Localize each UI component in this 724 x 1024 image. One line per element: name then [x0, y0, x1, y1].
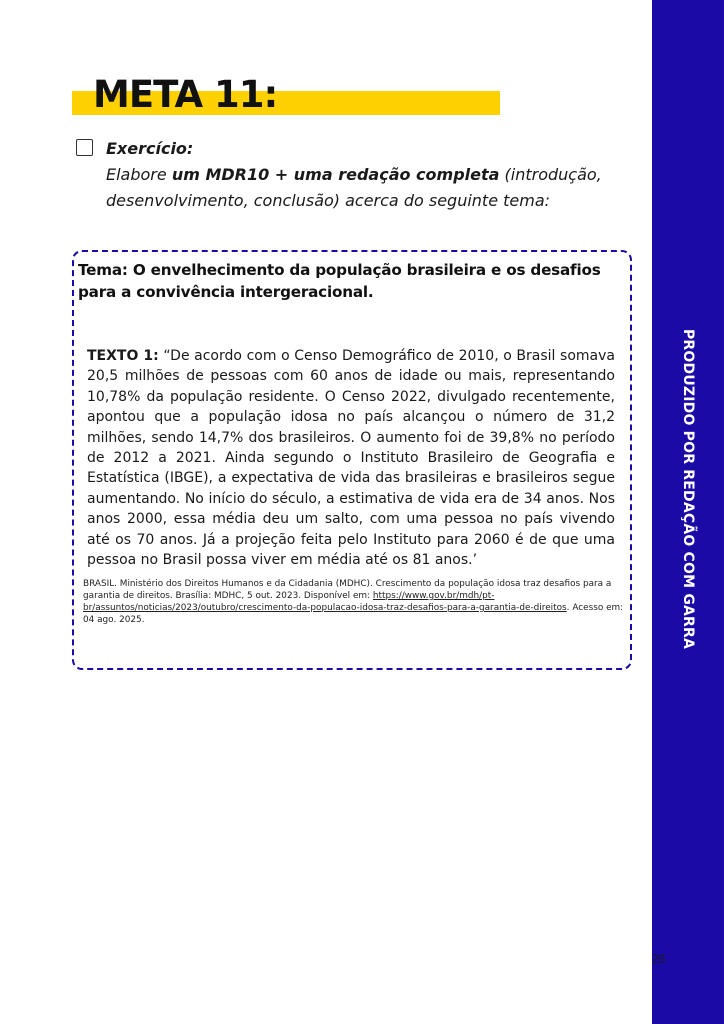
- exercise-label: Exercício:: [106, 139, 194, 158]
- text1-body: “De acordo com o Censo Demográfico de 2010, o Brasil somava 20,5 milhões de pessoas com 60 anos de idade ou mais, representando 10,78% da população residente. O Censo 2022, divulgado recentemente, apontou que a população idosa no país alcançou o número de 31,2 milhões, sendo 14,7% dos brasileiros. O aumento foi de 39,8% no período de 2012 a 2021. Ainda segundo o Instituto Brasileiro de Geografia e Estatística (IBGE), a expectativa de vida das brasileiras e brasileiros segue aumentando. No início do século, a estimativa de vida era de 34 anos. Nos anos 2000, essa média deu um salto, com uma pessoa no país vivendo até os 70 anos. Já a projeção feita pelo Instituto para 2060 é de que uma pessoa no Brasil possa viver em média até os 81 anos.’: [87, 348, 615, 569]
- theme-title: Tema: O envelhecimento da população brasileira e os desafios para a convivência intergeracional.: [78, 261, 601, 301]
- reference-text-after: . Acesso em: 04 ago. 2025.: [83, 603, 624, 625]
- exercise-text-after: (introdução, desenvolvimento, conclusão) acerca do seguinte tema:: [106, 165, 602, 210]
- exercise-text-bold: um MDR10 + uma redação completa: [171, 165, 500, 184]
- page-number: 26: [652, 952, 666, 966]
- page-title: META 11:: [93, 73, 278, 116]
- reference-text-before: BRASIL. Ministério dos Direitos Humanos e da Cidadania (MDHC). Crescimento da população idosa traz desafios para a garantia de direitos. Brasília: MDHC, 5 out. 2023. Disponível em:: [83, 579, 612, 601]
- exercise-text-before: Elabore: [106, 165, 172, 184]
- reference-link[interactable]: https://www.gov.br/mdh/pt-br/assuntos/noticias/2023/outubro/crescimento-da-populacao-idosa-traz-desafios-para-a-garantia-de-direitos: [83, 591, 567, 613]
- motivational-text-1: [87, 346, 615, 570]
- text1-label: TEXTO 1:: [87, 348, 159, 364]
- exercise-checkbox[interactable]: [76, 139, 93, 156]
- reference: [83, 578, 629, 626]
- exercise-instructions: [106, 136, 626, 214]
- sidebar-credit: PRODUZIDO POR REDAÇÃO COM GARRA: [680, 328, 696, 650]
